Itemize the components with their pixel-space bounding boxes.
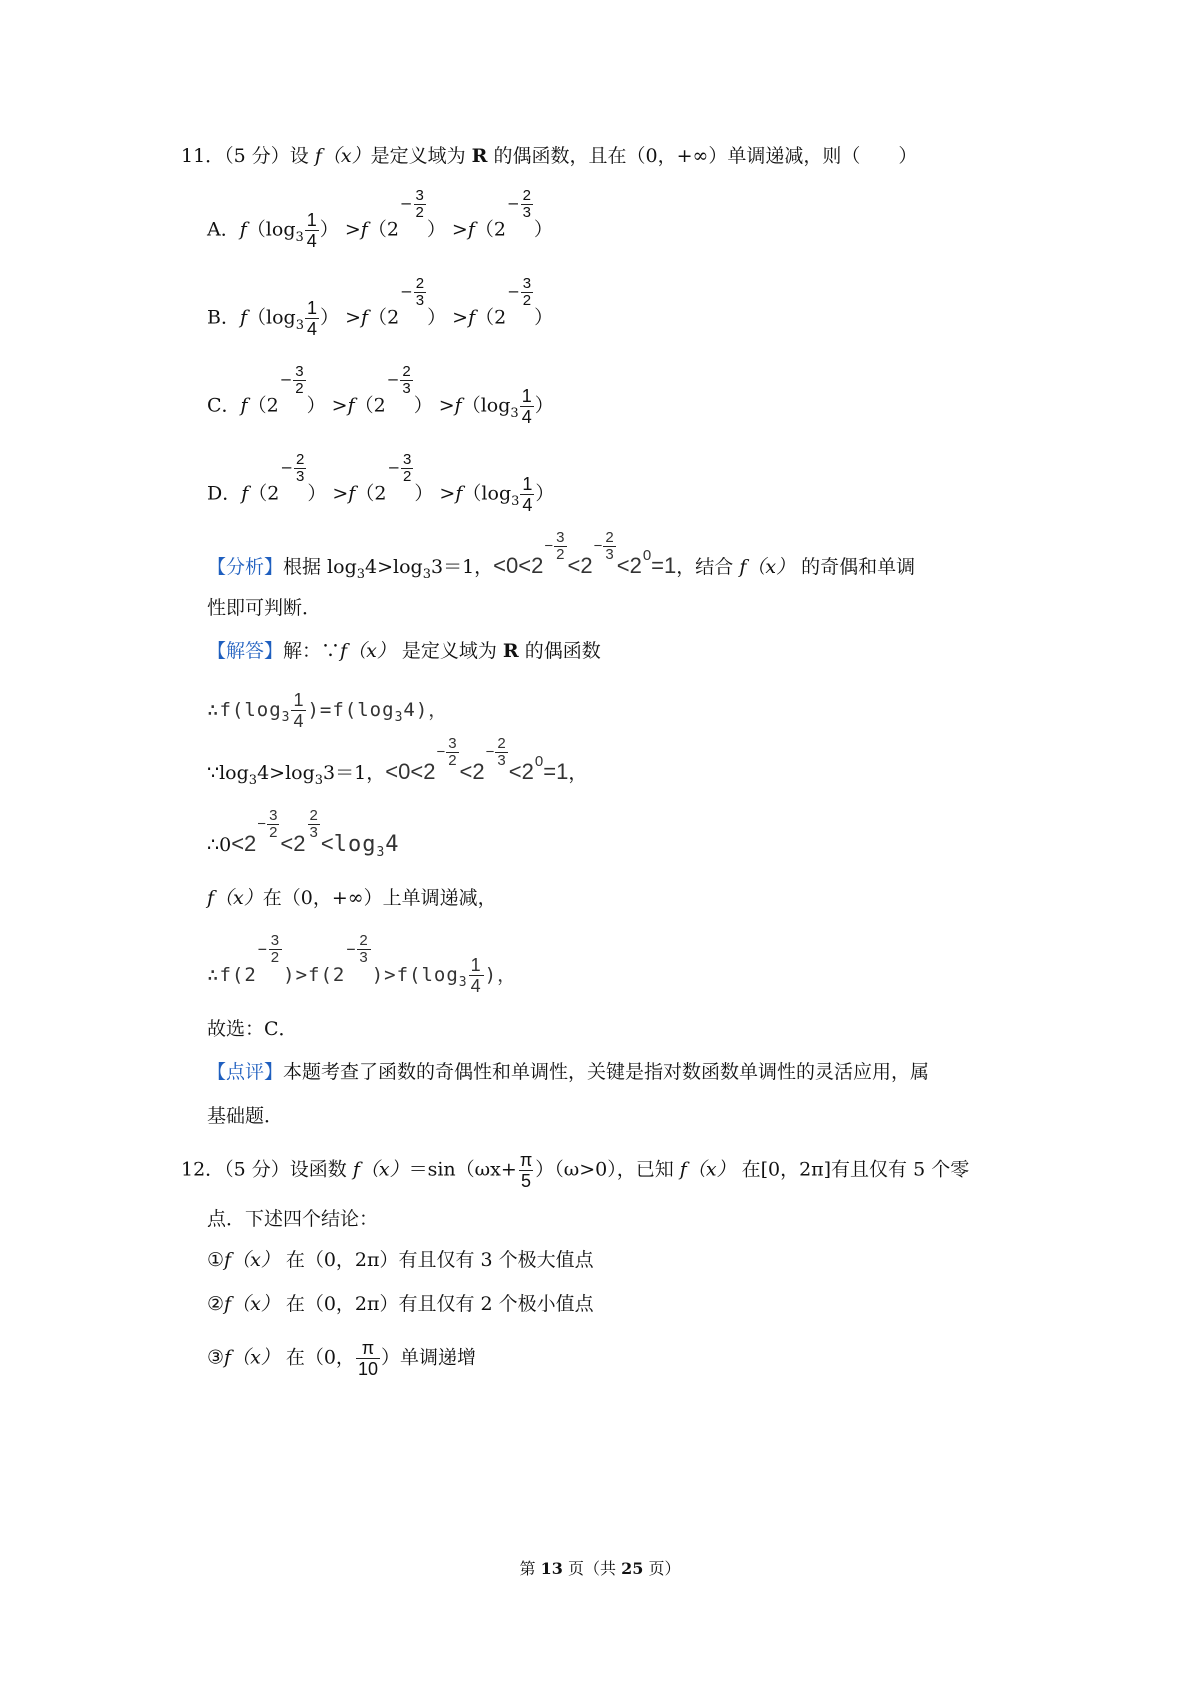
q11-stem: 11．（5 分）设 f（x）是定义域为 R 的偶函数，且在（0，+∞）单调递减，则（ ）: [181, 145, 918, 167]
page-total: 25: [621, 1559, 644, 1578]
q12-stem: 12．（5 分）设函数 f（x）＝sin（ωx+ $\frac{\pi}{5}$ ）（ω>0），已知 f（x） 在[0，2π]有且仅有 5 个零: [181, 1150, 970, 1191]
solution-line-2: $\therefore f(\log_3$ $\frac{1}{4}$ )$=f(\log_34)$，: [207, 690, 449, 731]
q12-conclusion-3: ③f（x） 在（0， $\frac{\pi}{10}$ ）单调递增: [207, 1338, 476, 1379]
q11-option-a: A．$f(\log_3$ $\frac{1}{4}$ ） >f（2− $\frac{3}{2}$ ） >f（2− $\frac{2}{3}$ ）: [207, 187, 553, 251]
page-footer: 第 13 页（共 25 页）: [519, 1559, 681, 1578]
comment-tag: 【点评】: [207, 1061, 284, 1083]
comment-line-1: 【点评】本题考查了函数的奇偶性和单调性，关键是指对数函数单调性的灵活应用，属: [207, 1061, 930, 1083]
solution-choice: 故选：C．: [207, 1018, 298, 1040]
q11-option-b: B．$f(\log_3$ $\frac{1}{4}$ ） >f（2− $\frac{2}{3}$ ） >f（2− $\frac{3}{2}$ ）: [207, 275, 554, 339]
q12-conclusion-1: ①f（x） 在（0，2π）有且仅有 3 个极大值点: [207, 1249, 594, 1271]
analysis-tag: 【分析】: [207, 556, 284, 578]
q11-option-c: C．f（2− $\frac{3}{2}$ ） >f（2− $\frac{2}{3}$ ） $>f(\log_3$ $\frac{1}{4}$ ）: [207, 363, 554, 427]
analysis-line-2: 性即可判断．: [207, 597, 322, 619]
q11-option-d: D．f（2− $\frac{2}{3}$ ） >f（2− $\frac{3}{2}$ ） $>f(\log_3$ $\frac{1}{4}$ ）: [207, 451, 555, 515]
page-number: 13: [540, 1559, 563, 1578]
q12-conclusion-2: ②f（x） 在（0，2π）有且仅有 2 个极小值点: [207, 1293, 594, 1315]
solution-tag: 【解答】: [207, 640, 284, 662]
analysis-line-1: 【分析】根据 $\log_34>\log_33=1$，<0<2− $\frac{3}{2}$ <2− $\frac{2}{3}$ <20=1，结合 f（x） 的奇偶和单调: [207, 529, 916, 582]
solution-line-1: 【解答】解：∵f（x） 是定义域为 R 的偶函数: [207, 640, 601, 662]
q12-line-2: 点．下述四个结论：: [207, 1208, 379, 1230]
solution-line-6: ∴f(2− $\frac{3}{2}$ )>f(2− $\frac{2}{3}$ )$>f(\log_3$ $\frac{1}{4}$ )，: [207, 932, 518, 996]
comment-line-2: 基础题．: [207, 1105, 284, 1127]
solution-line-5: f（x）在（0，+∞）上单调递减，: [207, 887, 497, 909]
solution-line-3: $\because\log_34>\log_33=1$，<0<2− $\frac{3}{2}$ <2− $\frac{2}{3}$ <20=1，: [207, 735, 588, 788]
solution-line-4: ∴0<2− $\frac{3}{2}$ <2 $\frac{2}{3}$ $<\log_34$: [207, 807, 400, 860]
